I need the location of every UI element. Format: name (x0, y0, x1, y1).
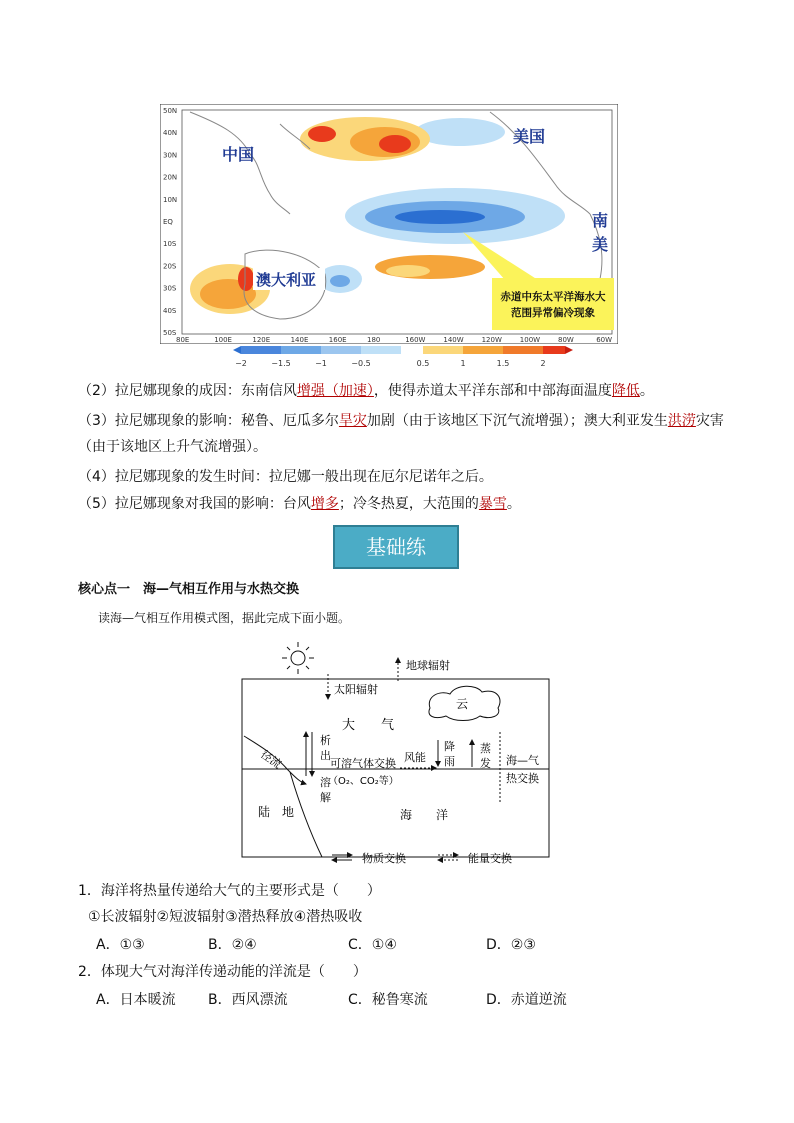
colorbar-tick: −1 (315, 359, 327, 368)
lon-label: 160E (328, 336, 347, 344)
label-cloud: 云 (456, 697, 469, 711)
point-4: （4）拉尼娜现象的发生时间：拉尼娜一般出现在厄尔尼诺年之后。 (78, 469, 493, 485)
label-ocean: 海 洋 (400, 808, 449, 822)
label-dissolve-2: 解 (320, 791, 331, 804)
colorbar-tick: 1.5 (496, 359, 510, 368)
label-gas-examples: （O₂、CO₂等） (328, 776, 399, 787)
lon-label: 160W (405, 336, 426, 344)
lat-label: 30N (163, 151, 178, 160)
lat-label: 50S (163, 329, 177, 337)
legend-matter: 物质交换 (362, 852, 406, 865)
q1-option-a[interactable]: A．①③ (96, 937, 145, 953)
colorbar-tick: −2 (235, 359, 247, 368)
lon-label: 120W (481, 336, 502, 344)
instruction: 读海—气相互作用模式图，据此完成下面小题。 (98, 611, 351, 625)
label-australia: 澳大利亚 (256, 271, 317, 289)
colorbar-tick: 0.5 (416, 359, 430, 368)
question-2-stem: 2．体现大气对海洋传递动能的洋流是（ ） (78, 964, 367, 980)
colorbar-tick: −0.5 (351, 359, 371, 368)
colorbar-tick: 2 (540, 359, 546, 368)
lon-label: 140E (290, 336, 309, 344)
question-1-items: ①长波辐射②短波辐射③潜热释放④潜热吸收 (88, 909, 363, 925)
point-2: （2）拉尼娜现象的成因：东南信风增强（加速），使得赤道太平洋东部和中部海面温度降低。 (78, 383, 654, 399)
label-china: 中国 (222, 145, 255, 164)
label-sea-air: 海—气 (506, 754, 539, 767)
label-dissolve-1: 溶 (320, 776, 331, 789)
lat-label: EQ (163, 218, 173, 226)
sun-icon (282, 642, 314, 674)
label-solar-radiation: 太阳辐射 (334, 683, 378, 696)
point-5: （5）拉尼娜现象对我国的影响：台风增多；冷冬热夏，大范围的暴雪。 (78, 496, 521, 512)
lon-label: 80W (558, 336, 574, 344)
q2-option-d[interactable]: D．赤道逆流 (486, 992, 567, 1008)
lon-label: 80E (176, 336, 190, 344)
label-soluble-gas: 可溶气体交换 (330, 757, 396, 770)
core-point-heading: 核心点一 海—气相互作用与水热交换 (78, 582, 300, 597)
label-evap-1: 蒸 (480, 742, 491, 755)
label-earth-radiation: 地球辐射 (406, 659, 450, 672)
label-precipitate-1: 析 (320, 734, 331, 747)
point-3: （3）拉尼娜现象的影响：秘鲁、厄瓜多尔旱灾加剧（由于该地区下沉气流增强）；澳大利亚发生洪涝灾害 (78, 413, 724, 429)
lat-label: 40S (163, 306, 177, 315)
q2-option-c[interactable]: C．秘鲁寒流 (348, 992, 428, 1008)
lon-label: 180 (367, 336, 381, 344)
lon-label: 60W (596, 336, 613, 344)
lat-label: 10S (163, 240, 177, 249)
q1-option-c[interactable]: C．①④ (348, 937, 397, 953)
label-usa: 美国 (513, 127, 546, 146)
label-rain-1: 降 (444, 740, 455, 753)
label-atmosphere: 大 气 (342, 718, 395, 733)
lon-label: 120E (252, 336, 271, 344)
lat-label: 50N (163, 107, 178, 115)
point-3-cont: （由于该地区上升气流增强）。 (78, 439, 267, 455)
section-title: 基础练 (333, 525, 459, 569)
colorbar-tick: 1 (460, 359, 466, 368)
lat-label: 10N (163, 195, 178, 204)
q1-option-b[interactable]: B．②④ (208, 937, 257, 953)
q2-option-b[interactable]: B．西风漂流 (208, 992, 288, 1008)
label-land: 陆 地 (258, 805, 295, 819)
lat-label: 30S (163, 284, 177, 293)
label-south-america-1: 南 (592, 211, 609, 230)
lon-label: 140W (443, 336, 464, 344)
label-precipitate-2: 出 (320, 749, 331, 762)
lon-label: 100W (519, 336, 541, 344)
q1-option-d[interactable]: D．②③ (486, 937, 536, 953)
colorbar (233, 346, 573, 368)
label-rain-2: 雨 (444, 755, 455, 768)
callout-text-line1: 赤道中东太平洋海水大 (500, 291, 606, 303)
sst-anomaly-map (160, 104, 618, 344)
q2-option-a[interactable]: A．日本暖流 (96, 992, 176, 1008)
label-runoff: 径流 (258, 747, 284, 772)
callout-text-line2: 范围异常偏冷现象 (511, 307, 595, 319)
label-evap-2: 发 (480, 757, 491, 770)
lat-label: 40N (163, 129, 178, 138)
label-heat-exchange: 热交换 (506, 772, 539, 785)
colorbar-tick: −1.5 (271, 359, 291, 368)
legend-energy: 能量交换 (468, 852, 512, 865)
lat-label: 20N (163, 173, 178, 182)
lon-label: 100E (214, 336, 232, 344)
lat-label: 20S (163, 262, 177, 271)
label-south-america-2: 美 (592, 235, 609, 254)
question-1-stem: 1．海洋将热量传递给大气的主要形式是（ ） (78, 883, 381, 899)
label-wind-energy: 风能 (404, 751, 426, 764)
sea-air-diagram (240, 636, 552, 870)
